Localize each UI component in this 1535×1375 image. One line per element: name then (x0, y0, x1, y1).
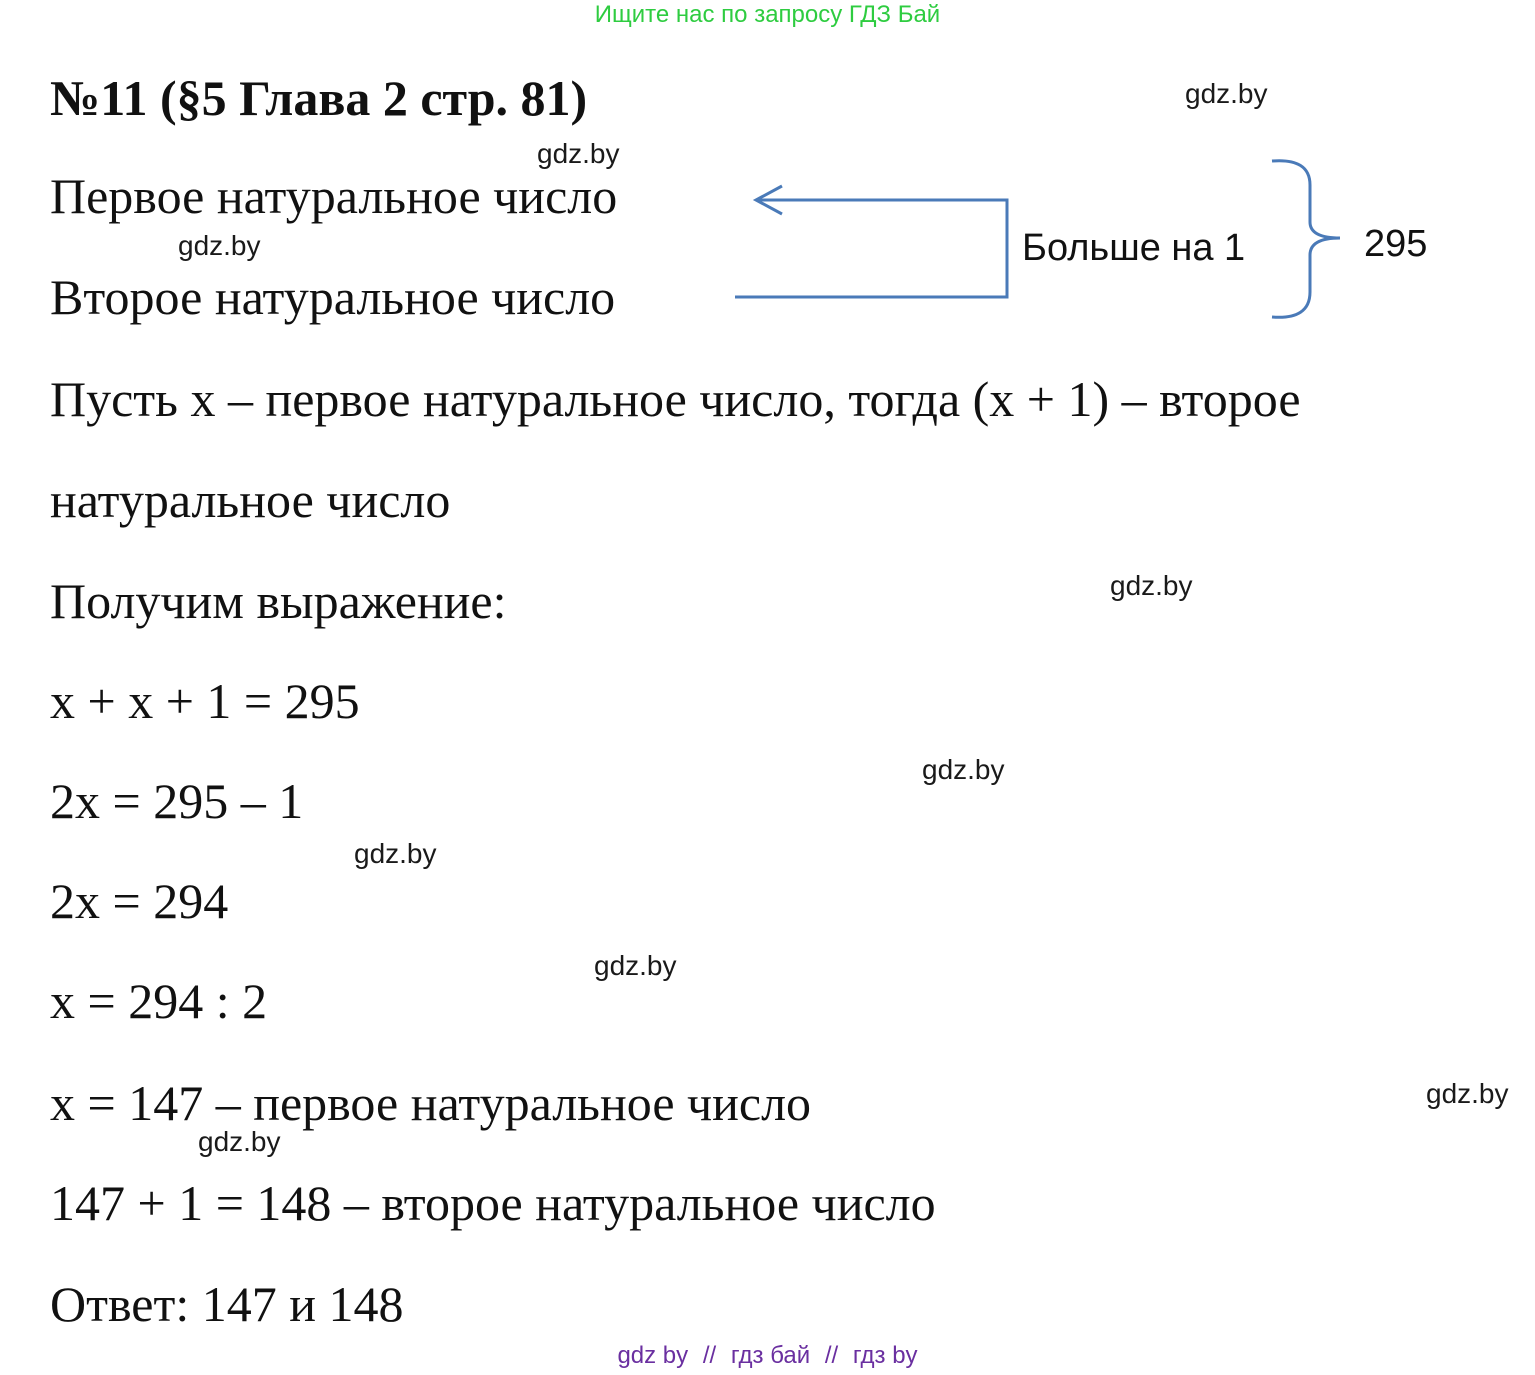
footer-separator: // (824, 1342, 839, 1369)
footer-link-gdz-by[interactable]: gdz by (617, 1342, 689, 1369)
let-statement-line1: Пусть x – первое натуральное число, тогда (x + 1) – второе (50, 371, 1301, 427)
footer-link-gdz-bai[interactable]: гдз бай (730, 1342, 811, 1369)
footer-link-gdz-by-cyr[interactable]: гдз by (852, 1342, 918, 1369)
sum-label: 295 (1364, 223, 1428, 265)
relation-label: Больше на 1 (1022, 227, 1246, 269)
footer (0, 1341, 1535, 1371)
page-title: №11 (§5 Глава 2 стр. 81) (50, 70, 588, 126)
equation-6: 147 + 1 = 148 – второе натуральное число (50, 1175, 936, 1231)
equation-4: x = 294 : 2 (50, 973, 268, 1029)
watermark-text: gdz.by (198, 1126, 281, 1157)
answer-line: Ответ: 147 и 148 (50, 1276, 404, 1332)
let-statement-line2: натуральное число (50, 472, 451, 528)
second-number-label: Второе натуральное число (50, 269, 616, 325)
first-number-label: Первое натуральное число (50, 168, 618, 224)
watermark-text: gdz.by (537, 138, 620, 169)
relation-arrow-line (735, 200, 1007, 297)
equation-1: x + x + 1 = 295 (50, 673, 360, 729)
equation-5: x = 147 – первое натуральное число (50, 1075, 812, 1131)
watermark-text: gdz.by (922, 754, 1005, 785)
watermark-text: gdz.by (178, 230, 261, 261)
watermark-text: gdz.by (594, 950, 677, 981)
equation-2: 2x = 295 – 1 (50, 773, 304, 829)
curly-brace-icon (1272, 161, 1340, 318)
watermark-text: gdz.by (1110, 570, 1193, 601)
watermark-text: gdz.by (1426, 1078, 1509, 1109)
top-banner: Ищите нас по запросу ГДЗ Бай (594, 1, 941, 28)
footer-separator: // (702, 1342, 717, 1369)
watermark-text: gdz.by (354, 838, 437, 869)
expression-intro: Получим выражение: (50, 573, 507, 629)
equation-3: 2x = 294 (50, 873, 229, 929)
watermark-text: gdz.by (1185, 78, 1268, 109)
